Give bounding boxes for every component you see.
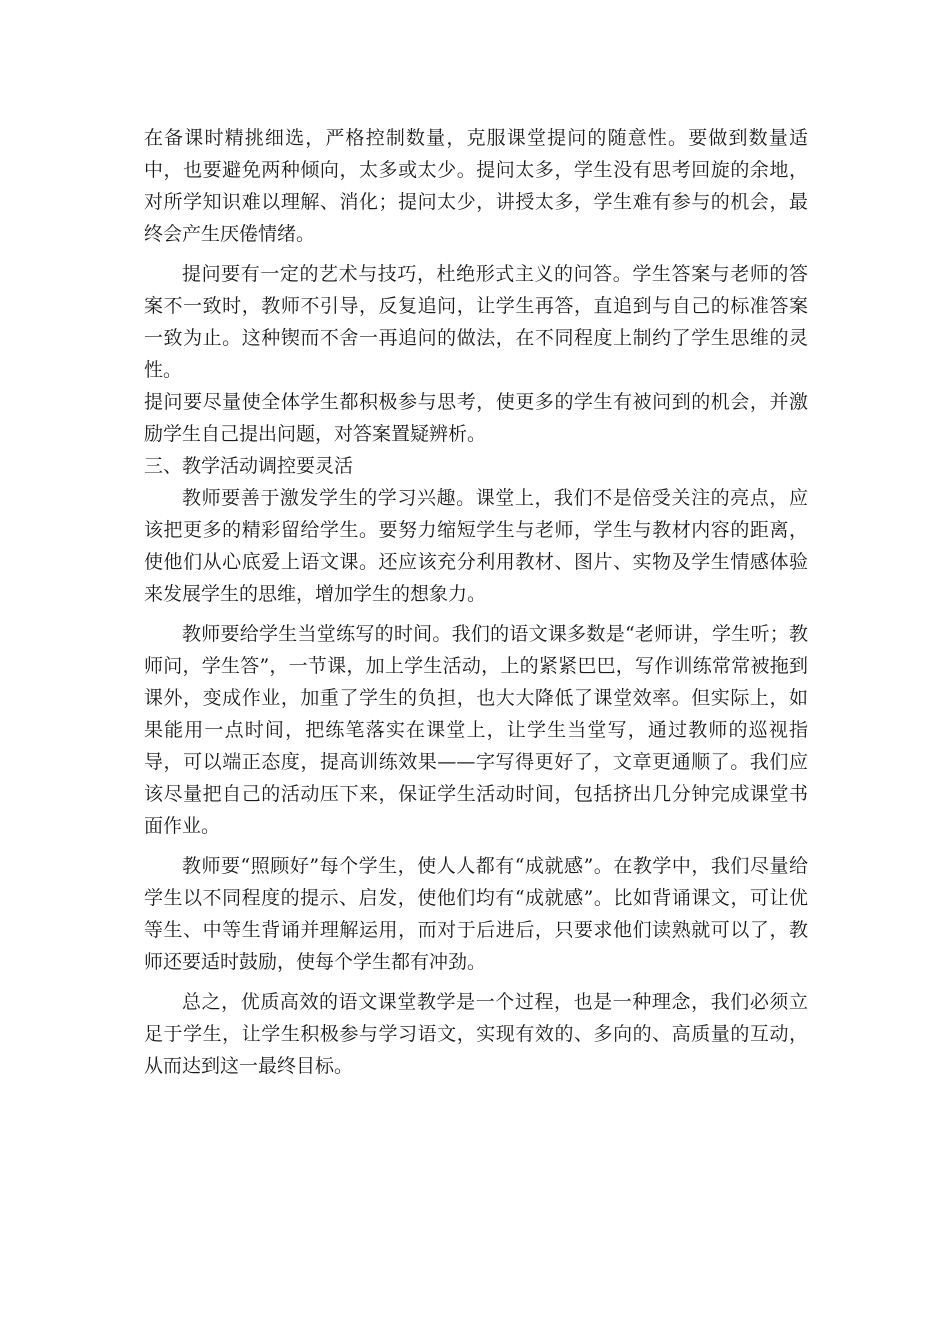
document-body: [144, 122, 808, 1090]
paragraph-stimulate-interest: 教师要善于激发学生的学习兴趣。课堂上，我们不是倍受关注的亮点，应该把更多的精彩留给学生。要努力缩短学生与老师，学生与教材内容的距离，使他们从心底爱上语文课。还应该充分利用教材、图片、实物及学生情感体验来发展学生的思维，增加学生的想象力。: [144, 487, 808, 605]
paragraph-question-quantity: 在备课时精挑细选，严格控制数量，克服课堂提问的随意性。要做到数量适中，也要避免两种倾向，太多或太少。提问太多，学生没有思考回旋的余地，对所学知识难以理解、消化；提问太少，讲授太多，学生难有参与的机会，最终会产生厌倦情绪。: [144, 127, 808, 245]
paragraph-care-every-student: 教师要“照顾好”每个学生，使人人都有“成就感”。在教学中，我们尽量给学生以不同程度的提示、启发，使他们均有“成就感”。比如背诵课文，可让优等生、中等生背诵并理解运用，而对于后进后，只要求他们读熟就可以了，教师还要适时鼓励，使每个学生都有冲劲。: [144, 855, 808, 973]
paragraph-question-technique: 提问要有一定的艺术与技巧，杜绝形式主义的问答。学生答案与老师的答案不一致时，教师不引导，反复追问，让学生再答，直追到与自己的标准答案一致为止。这种锲而不舍一再追问的做法，在不同程度上制约了学生思维的灵性。: [144, 263, 808, 381]
section-heading-activity-control: 三、教学活动调控要灵活: [144, 455, 354, 477]
paragraph-conclusion: 总之，优质高效的语文课堂教学是一个过程，也是一种理念，我们必须立足于学生，让学生积极参与学习语文，实现有效的、多向的、高质量的互动，从而达到这一最终目标。: [144, 991, 808, 1077]
paragraph-question-participation: 提问要尽量使全体学生都积极参与思考，使更多的学生有被问到的机会，并激励学生自己提出问题，对答案置疑辨析。: [144, 391, 808, 445]
paragraph-writing-practice: 教师要给学生当堂练写的时间。我们的语文课多数是“老师讲，学生听；教师问，学生答”，一节课，加上学生活动，上的紧紧巴巴，写作训练常常被拖到课外，变成作业，加重了学生的负担，也大大降低了课堂效率。但实际上，如果能用一点时间，把练笔落实在课堂上，让学生当堂写，通过教师的巡视指导，可以端正态度，提高训练效果——字写得更好了，文章更通顺了。我们应该尽量把自己的活动压下来，保证学生活动时间，包括挤出几分钟完成课堂书面作业。: [144, 623, 808, 837]
